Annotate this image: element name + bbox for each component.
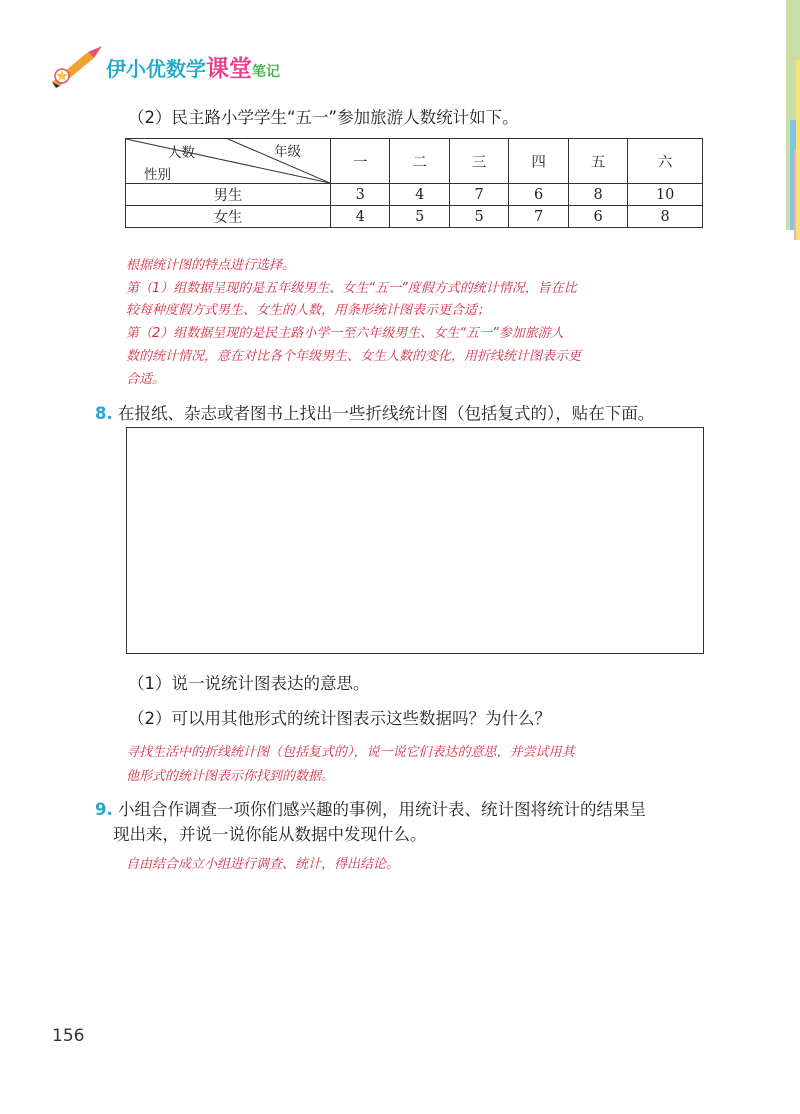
answer-note: 第（1）组数据呈现的是五年级男生、女生“五一”度假方式的统计情况，旨在比 xyxy=(126,281,577,296)
grade-header: 五 xyxy=(568,139,627,184)
answer-note: 他形式的统计图表示你找到的数据。 xyxy=(126,769,335,784)
table-row xyxy=(126,206,703,228)
page-number: 156 xyxy=(52,1026,85,1046)
grade-header: 二 xyxy=(390,139,449,184)
table-cell: 5 xyxy=(390,206,449,228)
question-text: 在报纸、杂志或者图书上找出一些折线统计图（包括复式的），贴在下面。 xyxy=(118,404,655,423)
table-cell: 5 xyxy=(449,206,508,228)
corner-label-count: 人数 xyxy=(168,145,195,161)
q7-part2-title: （2）民主路小学学生“五一”参加旅游人数统计如下。 xyxy=(128,108,519,127)
question-number: 8. xyxy=(95,404,113,423)
table-header-row xyxy=(126,139,703,184)
answer-note: 数的统计情况，意在对比各个年级男生、女生人数的变化，用折线统计图表示更 xyxy=(126,349,582,364)
decorative-color-stripes xyxy=(772,0,800,1114)
question-text: 小组合作调查一项你们感兴趣的事例，用统计表、统计图将统计的结果呈 xyxy=(118,800,646,819)
table-cell: 3 xyxy=(331,184,390,206)
corner-label-gender: 性别 xyxy=(144,167,171,183)
logo-text: 伊小优数学课堂笔记 xyxy=(106,56,280,82)
question-number: 9. xyxy=(95,800,113,819)
travel-stats-table xyxy=(125,138,703,228)
answer-note: 根据统计图的特点进行选择。 xyxy=(126,258,296,273)
grade-header: 一 xyxy=(331,139,390,184)
paste-area-box xyxy=(126,427,704,654)
answer-note: 合适。 xyxy=(126,372,166,387)
table-cell: 8 xyxy=(568,184,627,206)
q8-sub2: （2）可以用其他形式的统计图表示这些数据吗？为什么？ xyxy=(128,709,551,728)
q8-sub1: （1）说一说统计图表达的意思。 xyxy=(128,674,370,693)
question-8 xyxy=(95,400,654,424)
grade-header: 三 xyxy=(449,139,508,184)
table-cell: 4 xyxy=(331,206,390,228)
grade-header: 六 xyxy=(628,139,703,184)
row-label-boys: 男生 xyxy=(126,184,331,206)
corner-label-grade: 年级 xyxy=(274,144,301,160)
table-corner-cell xyxy=(126,139,331,184)
answer-note: 自由结合成立小组进行调查、统计，得出结论。 xyxy=(126,857,400,872)
logo xyxy=(48,42,328,88)
question-9-cont: 现出来，并说一说你能从数据中发现什么。 xyxy=(113,825,427,844)
table-cell: 7 xyxy=(509,206,568,228)
row-label-girls: 女生 xyxy=(126,206,331,228)
table-row xyxy=(126,184,703,206)
table-cell: 7 xyxy=(449,184,508,206)
table-cell: 10 xyxy=(628,184,703,206)
question-9 xyxy=(95,796,646,820)
table-cell: 4 xyxy=(390,184,449,206)
table-cell: 6 xyxy=(509,184,568,206)
table-cell: 6 xyxy=(568,206,627,228)
answer-note: 寻找生活中的折线统计图（包括复式的），说一说它们表达的意思，并尝试用其 xyxy=(126,745,575,760)
grade-header: 四 xyxy=(509,139,568,184)
table-cell: 8 xyxy=(628,206,703,228)
answer-note: 第（2）组数据呈现的是民主路小学一至六年级男生、女生“五一”参加旅游人 xyxy=(126,326,564,341)
answer-note: 较每种度假方式男生、女生的人数，用条形统计图表示更合适； xyxy=(126,303,491,318)
